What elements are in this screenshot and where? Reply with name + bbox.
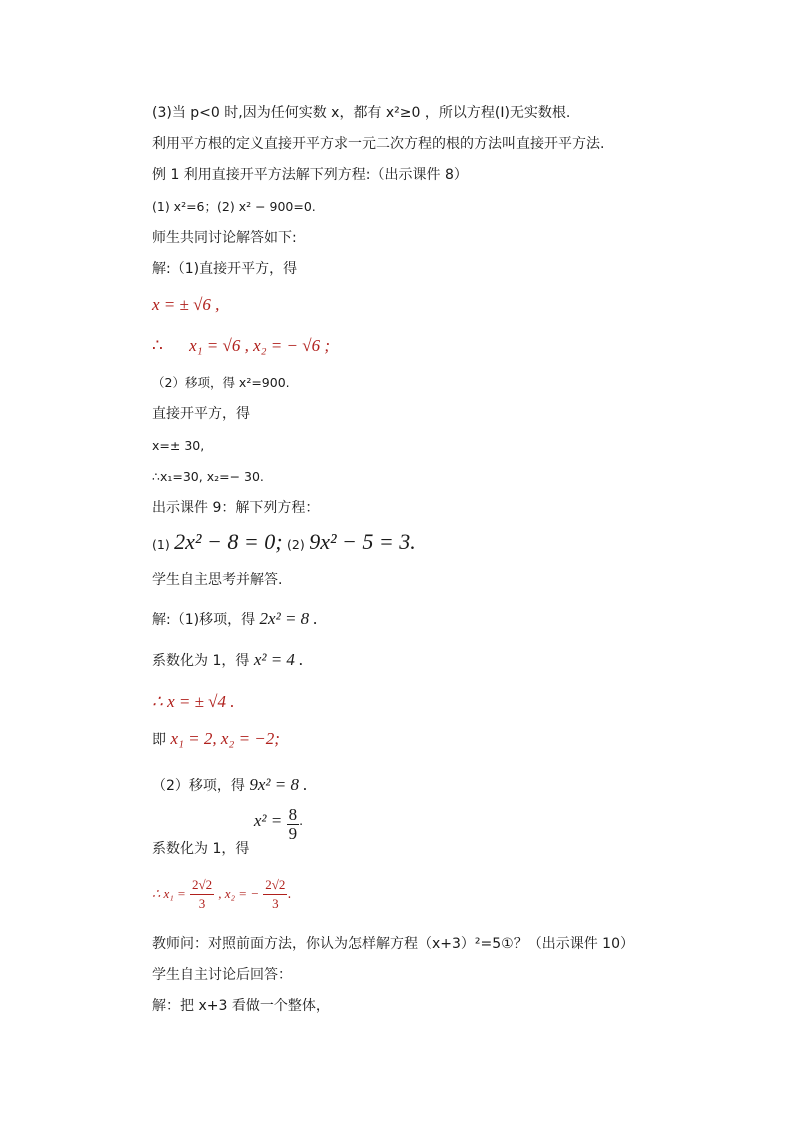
equation-9x2-minus-5: 9x² − 5 = 3. xyxy=(309,529,416,554)
equation-2x2-minus-8: 2x² − 8 = 0; xyxy=(174,529,283,554)
fraction-numerator-b: 2√2 xyxy=(263,876,287,895)
solution-c-2: 系数化为 1，得 x² = $\frac{8}{9}$ . xyxy=(152,805,304,857)
text-line-self-think: 学生自主思考并解答. xyxy=(152,572,283,588)
equation-x1-x2-root6 xyxy=(152,337,330,355)
solution-2-step: （2）移项，得 x²=900. xyxy=(152,375,290,390)
equation-9x2-eq-8: 9x² = 8 . xyxy=(249,775,308,794)
fraction-denominator-a: 3 xyxy=(198,896,206,911)
text-line-p-negative: (3)当 p<0 时,因为任何实数 x，都有 x²≥0 ，所以方程(I)无实数根. xyxy=(152,105,571,121)
fraction-8-over-9 xyxy=(287,806,300,843)
solution-c-roots: ∴ x₁ = $\frac{2√2}{3}$ , x₂ = − $\frac{2√2}{3}$ . xyxy=(152,877,292,911)
courseware-9-equations xyxy=(152,529,416,554)
label-ji: 即 xyxy=(152,732,166,748)
example-1-equations: (1) x²=6；(2) x² − 900=0. xyxy=(152,199,316,214)
label-move-term: 解:（1)移项，得 xyxy=(152,612,256,628)
solution-c-1 xyxy=(152,776,308,795)
text-line-whole-substitution: 解：把 x+3 看做一个整体， xyxy=(152,998,330,1014)
fraction-denominator-b: 3 xyxy=(272,896,279,911)
courseware-9-heading: 出示课件 9：解下列方程： xyxy=(152,500,320,516)
fraction-2root2-over-3-a xyxy=(190,876,214,913)
teacher-question: 教师问：对照前面方法，你认为怎样解方程（x+3）²=5①？（出示课件 10） xyxy=(152,936,634,952)
equation-x1-2-x2-minus2: x₁ = 2, x₂ = −2; xyxy=(170,729,280,748)
equation-2x2-eq-8: 2x² = 8 . xyxy=(259,609,318,628)
text-line-discussion: 师生共同讨论解答如下: xyxy=(152,230,297,246)
equation-x2-eq: x² = xyxy=(253,811,283,830)
text-line-x-roots-30: ∴x₁=30, x₂=− 30. xyxy=(152,469,264,484)
label-1: (1) xyxy=(152,537,170,552)
label-move-term-2: （2）移项，得 xyxy=(152,778,245,794)
equation-x2-eq-4: x² = 4 . xyxy=(253,650,304,669)
fraction-numerator: 8 xyxy=(288,805,298,824)
fraction-numerator-a: 2√2 xyxy=(190,876,214,895)
example-1-heading: 例 1 利用直接开平方法解下列方程:（出示课件 8） xyxy=(152,167,468,183)
label-2: (2) xyxy=(287,537,305,552)
equation-x1-prefix: ∴ x₁ = xyxy=(152,886,186,901)
solution-b-2 xyxy=(152,651,303,670)
therefore-symbol: ∴ xyxy=(152,336,163,355)
equation-roots: x₁ = √6 , x₂ = − √6 ; xyxy=(189,336,330,355)
solution-1-step: 解:（1)直接开平方，得 xyxy=(152,261,298,277)
text-line-student-answer: 学生自主讨论后回答： xyxy=(152,967,292,983)
solution-b-1 xyxy=(152,610,318,629)
label-coef-1: 系数化为 1，得 xyxy=(152,653,250,669)
label-coef-1-b: 系数化为 1，得 xyxy=(152,841,250,857)
text-line-sqrt-step: 直接开平方，得 xyxy=(152,406,250,422)
equation-x2-prefix: , x₂ = − xyxy=(218,886,260,901)
solution-b-roots xyxy=(152,730,280,749)
equation-x-pm-root4: ∴ x = ± √4 . xyxy=(152,692,235,711)
fraction-2root2-over-3-b xyxy=(263,876,287,913)
text-line-definition: 利用平方根的定义直接开平方求一元二次方程的根的方法叫直接开平方法. xyxy=(152,136,605,152)
equation-x-pm-root6: x = ± √6 , xyxy=(152,295,220,314)
fraction-denominator: 9 xyxy=(288,824,298,843)
text-line-x-pm-30: x=± 30, xyxy=(152,438,205,453)
